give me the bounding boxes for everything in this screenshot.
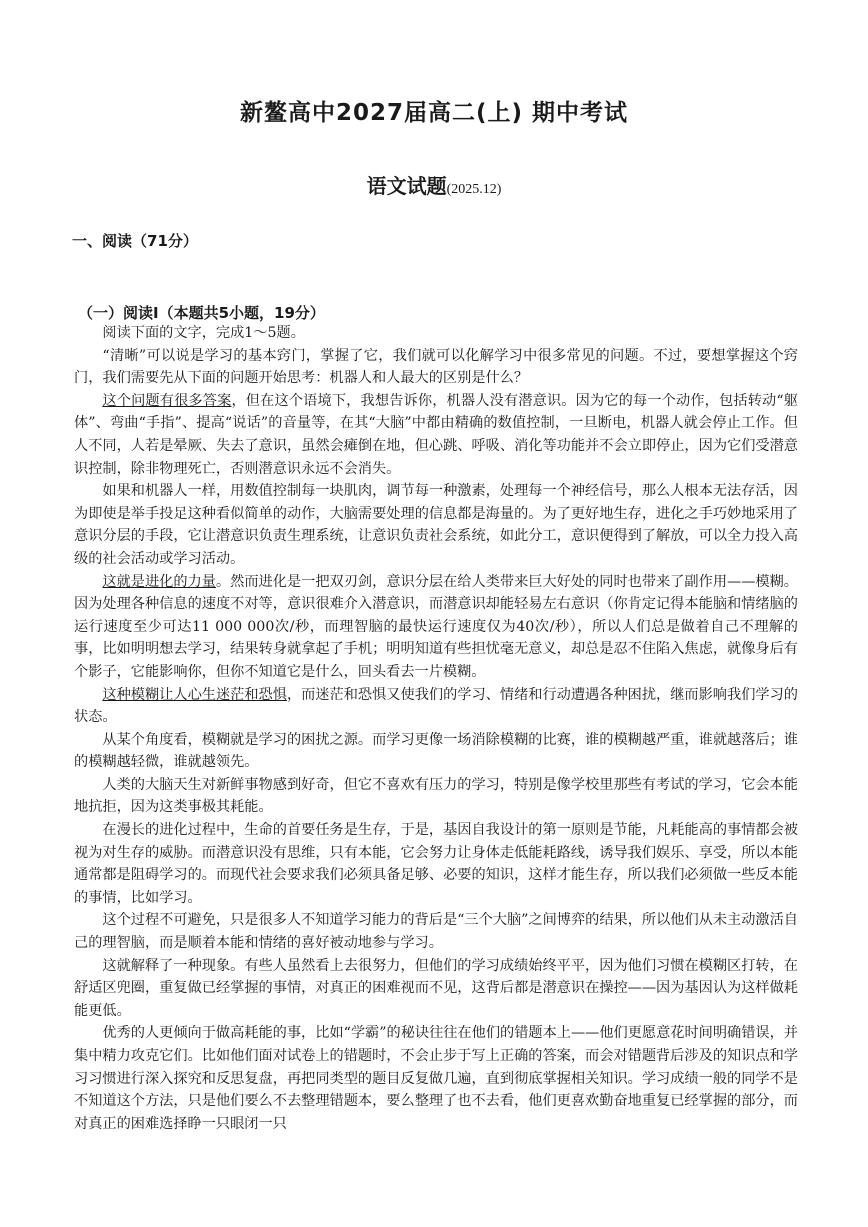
reading-passage (74, 322, 798, 1135)
paragraph-4 (74, 571, 798, 684)
paragraph-7: 人类的大脑天生对新鲜事物感到好奇，但它不喜欢有压力的学习，特别是像学校里那些有考试的学习，它会本能地抗拒，因为这类事极其耗能。 (74, 776, 798, 816)
paragraph-10: 这就解释了一种现象。有些人虽然看上去很努力，但他们的学习成绩始终平平，因为他们习惯在模糊区打转，在舒适区兜圈，重复做已经掌握的事情，对真正的困难视而不见，这背后都是潜意识在操控——因为基因认为这样做耗能更低。 (74, 957, 798, 1019)
paragraph-8: 在漫长的进化过程中，生命的首要任务是生存，于是，基因自我设计的第一原则是节能，凡耗能高的事情都会被视为对生存的威胁。而潜意识没有思维，只有本能，它会努力让身体走低能耗路线，诱导我们娱乐、享受，所以本能通常都是阻碍学习的。而现代社会要求我们必须具备足够、必要的知识，这样才能生存，所以我们必须做一些反本能的事情，比如学习。 (74, 822, 798, 906)
paragraph-3: 如果和机器人一样，用数值控制每一块肌肉，调节每一种激素，处理每一个神经信号，那么人根本无法存活，因为即使是举手投足这种看似简单的动作，大脑需要处理的信息都是海量的。为了更好地生存，进化之手巧妙地采用了意识分层的手段，它让潜意识负责生理系统，让意识负责社会系统，如此分工，意识便得到了解放，可以全力投入高级的社会活动或学习活动。 (74, 483, 798, 567)
paragraph-11: 优秀的人更倾向于做高耗能的事，比如“学霸”的秘诀往往在他们的错题本上——他们更愿意花时间明确错误，并集中精力攻克它们。比如他们面对试卷上的错题时，不会止步于写上正确的答案，而会对错题背后涉及的知识点和学习习惯进行深入探究和反思复盘，再把同类型的题目反复做几遍，直到彻底掌握相关知识。学习成绩一般的同学不是不知道这个方法，只是他们要么不去整理错题本，要么整理了也不去看，他们更喜欢勤奋地重复已经掌握的部分，而对真正的困难选择睁一只眼闭一只 (74, 1025, 798, 1132)
paragraph-1: “清晰”可以说是学习的基本窍门，掌握了它，我们就可以化解学习中很多常见的问题。不过，要想掌握这个窍门，我们需要先从下面的问题开始思考：机器人和人最大的区别是什么？ (74, 347, 798, 387)
exam-title: 新鳌高中2027届高二(上) 期中考试 (239, 100, 629, 126)
paragraph-5-text: ，而迷茫和恐惧又使我们的学习、情绪和行动遭遇各种困扰，继而影响我们学习的状态。 (74, 686, 798, 726)
exam-date: (2025.12) (446, 182, 502, 197)
exam-subject (0, 170, 868, 199)
underlined-phrase-2: 这就是进化的力量 (102, 573, 216, 590)
paragraph-2 (74, 390, 798, 480)
subject-name: 语文试题 (366, 174, 447, 198)
underlined-phrase-1: 这个问题有很多答案 (102, 392, 232, 409)
part-heading: （一）阅读Ⅰ（本题共5小题，19分） (78, 304, 325, 322)
paragraph-6: 从某个角度看，模糊就是学习的困扰之源。而学习更像一场消除模糊的比赛，谁的模糊越严重，谁就越落后；谁的模糊越轻微，谁就越领先。 (74, 731, 798, 771)
section-heading: 一、阅读（71分） (72, 232, 198, 250)
paragraph-5 (74, 684, 798, 729)
paragraph-2-text: ，但在这个语境下，我想告诉你，机器人没有潜意识。因为它的每一个动作，包括转动“躯体”、弯曲“手指”、提高“说话”的音量等，在其“大脑”中都由精确的数值控制，一旦断电，机器人就会停止工作。但人不同，人若是晕厥、失去了意识，虽然会瘫倒在地，但心跳、呼吸、消化等功能并不会立即停止，因为它们受潜意识控制，除非物理死亡，否则潜意识永远不会消失。 (74, 392, 798, 477)
instruction: 阅读下面的文字，完成1～5题。 (102, 325, 305, 341)
underlined-phrase-3: 这种模糊让人心生迷茫和恐惧 (102, 686, 287, 703)
paragraph-4-text: 。然而进化是一把双刃剑，意识分层在给人类带来巨大好处的同时也带来了副作用——模糊。因为处理各种信息的速度不对等，意识很难介入潜意识，而潜意识却能轻易左右意识（你肯定记得本能脑和情绪脑的运行速度至少可达11 000 000次/秒，而理智脑的最快运行速度仅为40次/秒），所以人们总是做着自己不理解的事，比如明明想去学习，结果转身就拿起了手机；明明知道有些担忧毫无意义，却总是忍不住陷入焦虑，就像身后有个影子，它能影响你，但你不知道它是什么，回头看去一片模糊。 (74, 573, 798, 680)
paragraph-9: 这个过程不可避免，只是很多人不知道学习能力的背后是“三个大脑”之间博弈的结果，所以他们从未主动激活自己的理智脑，而是顺着本能和情绪的喜好被动地参与学习。 (74, 912, 798, 952)
